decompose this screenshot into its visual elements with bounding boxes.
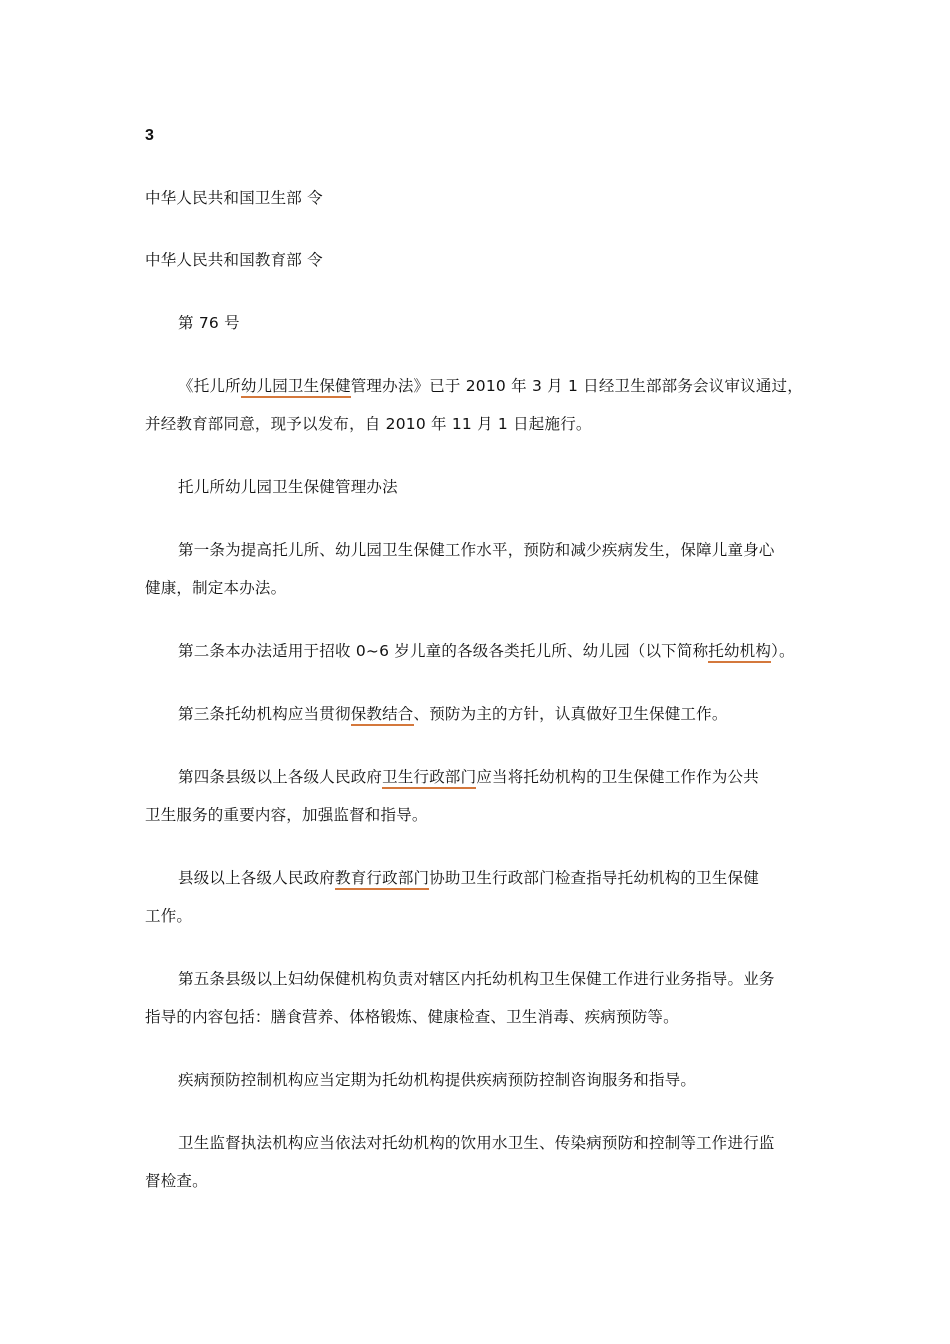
document-title: 托儿所幼儿园卫生保健管理办法 [178,478,398,496]
article-4-para-2-line-2: 工作。 [145,907,193,925]
preamble-text-b: 管理办法》已于 2010 年 3 月 1 日经卫生部部务会议审议通过， [350,377,803,395]
page-number: 3 [145,127,154,144]
decree-line-education: 中华人民共和国教育部 令 [145,251,323,269]
article-3-hyperlink[interactable]: 保教结合 [351,705,414,726]
article-5-para-2: 疾病预防控制机构应当定期为托幼机构提供疾病预防控制咨询服务和指导。 [178,1071,697,1089]
article-2 [178,641,795,661]
article-5-para-3-line-2: 督检查。 [145,1172,208,1190]
article-3-text-a: 第三条托幼机构应当贯彻 [178,705,351,723]
article-4-hyperlink[interactable]: 卫生行政部门 [382,768,476,789]
article-5-line-2: 指导的内容包括：膳食营养、体格锻炼、健康检查、卫生消毒、疾病预防等。 [145,1008,679,1026]
preamble-line-1 [178,376,803,396]
article-2-text-a: 第二条本办法适用于招收 0~6 岁儿童的各级各类托儿所、幼儿园（以下简称 [178,642,709,660]
article-1-line-1: 第一条为提高托儿所、幼儿园卫生保健工作水平，预防和减少疾病发生，保障儿童身心 [178,541,775,559]
article-5-line-1: 第五条县级以上妇幼保健机构负责对辖区内托幼机构卫生保健工作进行业务指导。业务 [178,970,775,988]
article-3-text-b: 、预防为主的方针，认真做好卫生保健工作。 [413,705,728,723]
decree-line-health: 中华人民共和国卫生部 令 [145,189,323,207]
article-4-line-2: 卫生服务的重要内容，加强监督和指导。 [145,806,428,824]
article-1-line-2: 健康，制定本办法。 [145,579,287,597]
order-number: 第 76 号 [178,314,240,332]
article-3 [178,704,728,724]
article-5-para-3-line-1: 卫生监督执法机构应当依法对托幼机构的饮用水卫生、传染病预防和控制等工作进行监 [178,1134,775,1152]
article-4-text-b: 应当将托幼机构的卫生保健工作作为公共 [476,768,759,786]
article-4-line-1 [178,767,759,787]
preamble-line-2: 并经教育部同意，现予以发布，自 2010 年 11 月 1 日起施行。 [145,415,592,433]
article-4-para-2-text-b: 协助卫生行政部门检查指导托幼机构的卫生保健 [429,869,759,887]
article-4-text-a: 第四条县级以上各级人民政府 [178,768,383,786]
article-4-para-2-line-1 [178,868,759,888]
article-4-para-2-text-a: 县级以上各级人民政府 [178,869,336,887]
preamble-text-a: 《托儿所 [178,377,241,395]
article-2-text-b: ）。 [771,642,795,660]
article-2-hyperlink[interactable]: 托幼机构 [708,642,771,663]
preamble-hyperlink[interactable]: 幼儿园卫生保健 [241,377,351,398]
article-4-para-2-hyperlink[interactable]: 教育行政部门 [335,869,429,890]
